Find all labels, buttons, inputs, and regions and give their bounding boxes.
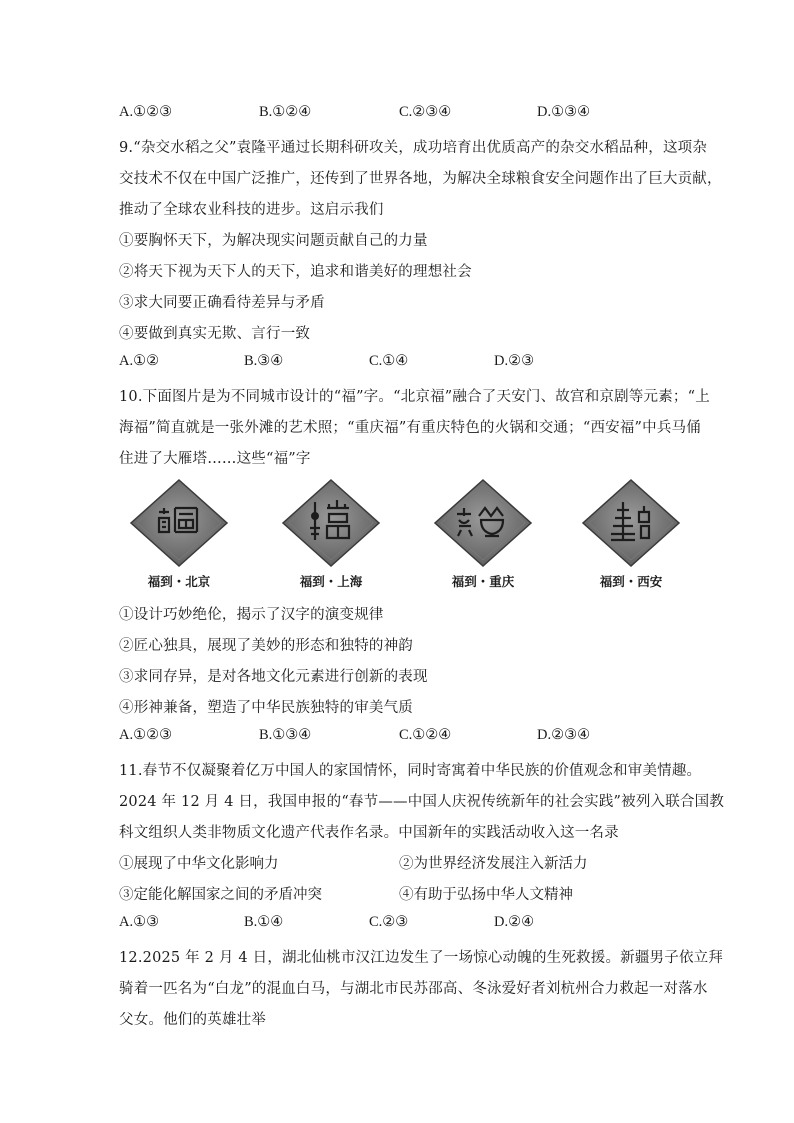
q8-options xyxy=(119,104,679,126)
fu-figure-beijing xyxy=(119,478,239,596)
q10-stem-line-2: 海福”简直就是一张外滩的艺术照；“重庆福”有重庆特色的火锅和交通；“西安福”中兵马俑 xyxy=(119,420,701,436)
q12-stem-line-1: 12.2025 年 2 月 4 日，湖北仙桃市汉江边发生了一场惊心动魄的生死救援。新疆男子依立拜 xyxy=(119,950,724,966)
q10-item-3: ③求同存异，是对各地文化元素进行创新的表现 xyxy=(119,669,428,685)
q11-options xyxy=(119,914,679,936)
fu-xian-icon xyxy=(581,478,681,568)
q10-option-b[interactable]: B.①③④ xyxy=(259,727,312,743)
q10-option-d[interactable]: D.②③④ xyxy=(537,727,591,743)
fu-figure-xian xyxy=(571,478,691,596)
q9-option-c[interactable]: C.①④ xyxy=(369,353,409,369)
fu-shanghai-icon xyxy=(281,478,381,568)
q10-option-a[interactable]: A.①②③ xyxy=(119,727,173,743)
q11-option-b[interactable]: B.①④ xyxy=(244,914,284,930)
q10-item-2: ②匠心独具，展现了美妙的形态和独特的神韵 xyxy=(119,638,413,654)
q9-stem-line-3: 推动了全球农业科技的进步。这启示我们 xyxy=(119,202,384,218)
q9-item-1: ①要胸怀天下，为解决现实问题贡献自己的力量 xyxy=(119,233,428,249)
q9-stem-line-2: 交技术不仅在中国广泛推广，还传到了世界各地，为解决全球粮食安全问题作出了巨大贡献， xyxy=(119,171,722,187)
q12-stem-line-3: 父女。他们的英雄壮举 xyxy=(119,1012,266,1028)
q9-item-3: ③求大同要正确看待差异与矛盾 xyxy=(119,295,325,311)
q11-item-1: ①展现了中华文化影响力 xyxy=(119,856,279,872)
fu-caption-chongqing: 福到・重庆 xyxy=(451,574,515,589)
fu-caption-beijing: 福到・北京 xyxy=(147,574,211,589)
q9-item-4: ④要做到真实无欺、言行一致 xyxy=(119,326,311,342)
q11-items-row-2 xyxy=(119,883,679,905)
fu-figure-shanghai xyxy=(271,478,391,596)
q10-stem-line-3: 住进了大雁塔……这些“福”字 xyxy=(119,451,311,467)
q9-option-b[interactable]: B.③④ xyxy=(244,353,284,369)
q11-option-d[interactable]: D.②④ xyxy=(494,914,535,930)
q10-item-4: ④形神兼备，塑造了中华民族独特的审美气质 xyxy=(119,700,413,716)
q9-option-d[interactable]: D.②③ xyxy=(494,353,535,369)
q11-item-4: ④有助于弘扬中华人文精神 xyxy=(399,887,573,903)
q10-options xyxy=(119,727,679,749)
fu-chongqing-icon xyxy=(433,478,533,568)
q8-option-c[interactable]: C.②③④ xyxy=(399,104,452,120)
q9-option-a[interactable]: A.①② xyxy=(119,353,160,369)
q8-option-d[interactable]: D.①③④ xyxy=(537,104,591,120)
q11-items-row-1 xyxy=(119,852,679,874)
fu-figure-chongqing xyxy=(423,478,543,596)
fu-beijing-icon xyxy=(129,478,229,568)
q8-option-a[interactable]: A.①②③ xyxy=(119,104,173,120)
fu-caption-xian: 福到・西安 xyxy=(599,574,663,589)
q9-options xyxy=(119,353,679,375)
q11-stem-line-3: 科文组织人类非物质文化遗产代表作名录。中国新年的实践活动收入这一名录 xyxy=(119,825,619,841)
q11-item-2: ②为世界经济发展注入新活力 xyxy=(399,856,588,872)
q12-stem-line-2: 骑着一匹名为“白龙”的混血白马，与湖北市民苏邵高、冬泳爱好者刘杭州合力救起一对落水 xyxy=(119,981,708,997)
q11-option-c[interactable]: C.②③ xyxy=(369,914,409,930)
q10-stem-line-1: 10.下面图片是为不同城市设计的“福”字。“北京福”融合了天安门、故宫和京剧等元素；“上 xyxy=(119,389,710,405)
q8-option-b[interactable]: B.①②④ xyxy=(259,104,312,120)
q9-item-2: ②将天下视为天下人的天下，追求和谐美好的理想社会 xyxy=(119,264,472,280)
q9-stem-line-1: 9.“杂交水稻之父”袁隆平通过长期科研攻关，成功培育出优质高产的杂交水稻品种，这项杂 xyxy=(119,140,708,156)
q10-item-1: ①设计巧妙绝伦，揭示了汉字的演变规律 xyxy=(119,607,384,623)
q11-stem-line-2: 2024 年 12 月 4 日，我国申报的“春节——中国人庆祝传统新年的社会实践”被列入联合国教 xyxy=(119,794,725,810)
q11-option-a[interactable]: A.①③ xyxy=(119,914,160,930)
q10-option-c[interactable]: C.①②④ xyxy=(399,727,452,743)
fu-caption-shanghai: 福到・上海 xyxy=(299,574,363,589)
q11-item-3: ③定能化解国家之间的矛盾冲突 xyxy=(119,887,322,903)
fu-figure-row xyxy=(119,478,679,596)
q11-stem-line-1: 11.春节不仅凝聚着亿万中国人的家国情怀，同时寄寓着中华民族的价值观念和审美情趣。 xyxy=(119,763,702,779)
